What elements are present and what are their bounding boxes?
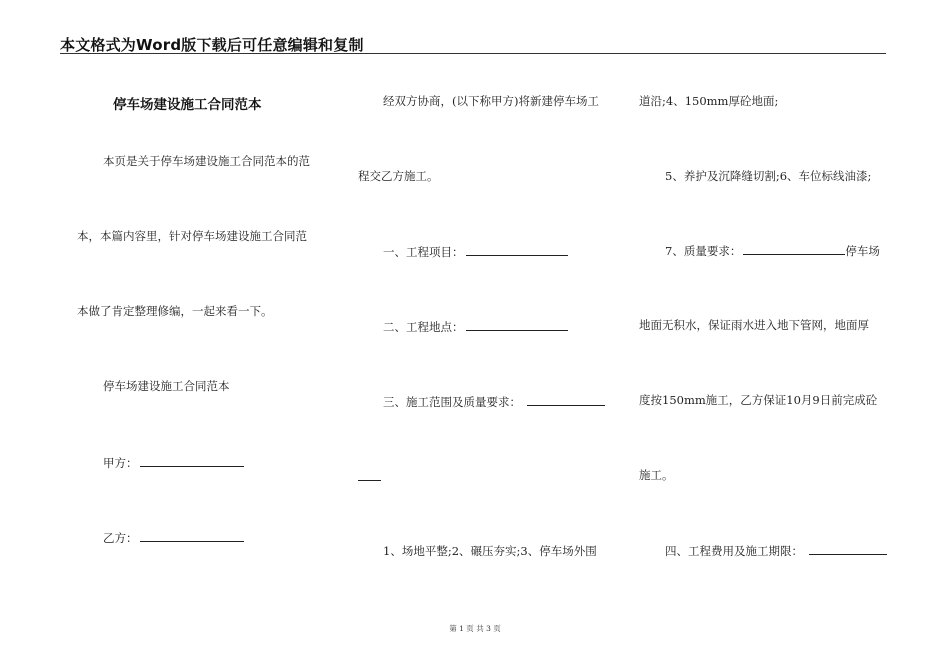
intro-line-1: 本页是关于停车场建设施工合同范本的范 bbox=[103, 154, 310, 168]
header-title: 本文格式为Word版下载后可任意编辑和复制 bbox=[60, 36, 364, 54]
scope-blank-continued-line bbox=[358, 469, 381, 484]
quality-blank bbox=[743, 243, 845, 255]
party-b-line bbox=[103, 530, 244, 545]
party-a-blank bbox=[140, 455, 244, 467]
party-a-label: 甲方： bbox=[103, 456, 138, 470]
scope-label: 三、施工范围及质量要求： bbox=[383, 395, 521, 409]
party-b-blank bbox=[140, 530, 244, 542]
quality-label: 7、质量要求： bbox=[665, 244, 742, 258]
party-a-line bbox=[103, 455, 244, 470]
document-title: 停车场建设施工合同范本 bbox=[113, 97, 262, 113]
col3-line-2: 5、养护及沉降缝切割;6、车位标线油漆; bbox=[665, 169, 872, 183]
cost-blank bbox=[809, 543, 887, 555]
project-blank bbox=[466, 244, 568, 256]
col2-line-1: 经双方协商，(以下称甲方)将新建停车场工 bbox=[383, 94, 599, 108]
location-blank bbox=[466, 319, 568, 331]
col3-line-5: 度按150mm施工，乙方保证10月9日前完成砼 bbox=[639, 393, 878, 407]
intro-line-2: 本，本篇内容里，针对停车场建设施工合同范 bbox=[77, 229, 307, 243]
quality-line bbox=[665, 243, 880, 258]
location-label: 二、工程地点： bbox=[383, 320, 464, 334]
intro-line-3: 本做了肯定整理修编，一起来看一下。 bbox=[77, 304, 273, 318]
scope-blank bbox=[527, 394, 605, 406]
project-label: 一、工程项目： bbox=[383, 245, 464, 259]
col3-line-4: 地面无积水，保证雨水进入地下管网，地面厚 bbox=[639, 318, 869, 332]
subtitle-line: 停车场建设施工合同范本 bbox=[103, 379, 230, 393]
location-line bbox=[383, 319, 568, 334]
col2-line-2: 程交乙方施工。 bbox=[358, 169, 439, 183]
col2-line-6: 1、场地平整;2、碾压夯实;3、停车场外围 bbox=[383, 544, 597, 558]
cost-label: 四、工程费用及施工期限： bbox=[665, 544, 803, 558]
cost-line bbox=[665, 543, 887, 558]
page-number: 第 1 页 共 3 页 bbox=[449, 624, 501, 633]
scope-blank-continued bbox=[358, 469, 381, 481]
col3-line-1: 道沿;4、150mm厚砼地面; bbox=[639, 94, 779, 108]
project-line bbox=[383, 244, 568, 259]
party-b-label: 乙方： bbox=[103, 531, 138, 545]
quality-suffix: 停车场 bbox=[845, 244, 880, 258]
header-rule bbox=[60, 53, 886, 54]
scope-line bbox=[383, 394, 605, 409]
col3-line-6: 施工。 bbox=[639, 468, 674, 482]
